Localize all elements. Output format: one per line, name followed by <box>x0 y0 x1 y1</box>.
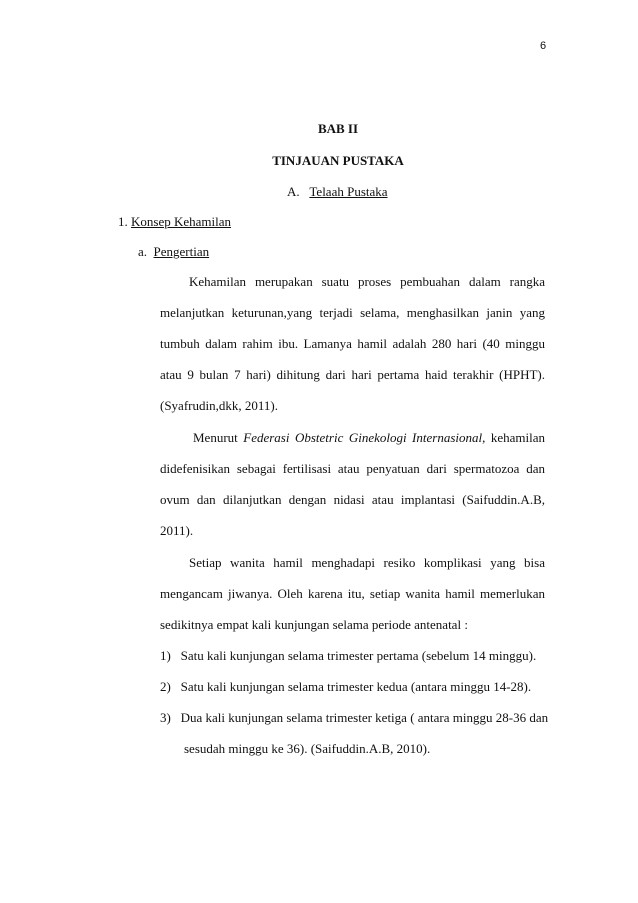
list-item-continuation: sesudah minggu ke 36). (Saifuddin.A.B, 2010). <box>184 741 431 756</box>
page-number: 6 <box>540 40 547 52</box>
para1-line: melanjutkan keturunan,yang terjadi selama, menghasilkan janin yang <box>160 305 545 320</box>
list-item <box>160 648 536 664</box>
list-item <box>160 710 548 726</box>
subsubsection-title: Pengertian <box>153 244 210 259</box>
para1-line: tumbuh dalam rahim ibu. Lamanya hamil adalah 280 hari (40 minggu <box>160 336 545 351</box>
subsubsection-heading <box>138 244 209 260</box>
para2-italic-term: Federasi Obstetric Ginekologi Internasional <box>243 430 483 445</box>
para3-line: mengancam jiwanya. Oleh karena itu, setiap wanita hamil memerlukan <box>160 586 545 601</box>
para1-line: Kehamilan merupakan suatu proses pembuahan dalam rangka <box>189 274 545 289</box>
para2-intro: Menurut <box>193 430 238 445</box>
subsection-label: 1. <box>118 214 128 229</box>
list-item <box>160 679 531 695</box>
section-heading <box>287 184 388 200</box>
subsection-heading <box>118 214 231 230</box>
para2-post: , kehamilan <box>482 430 545 445</box>
para2-line: didefenisikan sebagai fertilisasi atau penyatuan dari spermatozoa dan <box>160 461 545 476</box>
section-title: Telaah Pustaka <box>309 184 388 199</box>
para1-line: (Syafrudin,dkk, 2011). <box>160 398 278 413</box>
subsection-title: Konsep Kehamilan <box>131 214 232 229</box>
para3-line: Setiap wanita hamil menghadapi resiko komplikasi yang bisa <box>189 555 545 570</box>
section-label: A. <box>287 184 300 199</box>
list-number: 3) <box>160 710 171 725</box>
list-number: 1) <box>160 648 171 663</box>
chapter-title: TINJAUAN PUSTAKA <box>272 153 404 168</box>
list-text: Dua kali kunjungan selama trimester ketiga ( antara minggu 28-36 dan <box>180 710 549 725</box>
para1-line: atau 9 bulan 7 hari) dihitung dari hari pertama haid terakhir (HPHT). <box>160 367 545 382</box>
para2-line <box>193 430 545 446</box>
list-number: 2) <box>160 679 171 694</box>
list-text: Satu kali kunjungan selama trimester kedua (antara minggu 14-28). <box>180 679 532 694</box>
para2-line: ovum dan dilanjutkan dengan nidasi atau implantasi (Saifuddin.A.B, <box>160 492 545 507</box>
para2-line: 2011). <box>160 523 194 538</box>
list-text: Satu kali kunjungan selama trimester pertama (sebelum 14 minggu). <box>180 648 537 663</box>
chapter-heading: BAB II <box>317 121 359 136</box>
subsubsection-label: a. <box>138 244 148 259</box>
para3-line: sedikitnya empat kali kunjungan selama periode antenatal : <box>160 617 468 632</box>
